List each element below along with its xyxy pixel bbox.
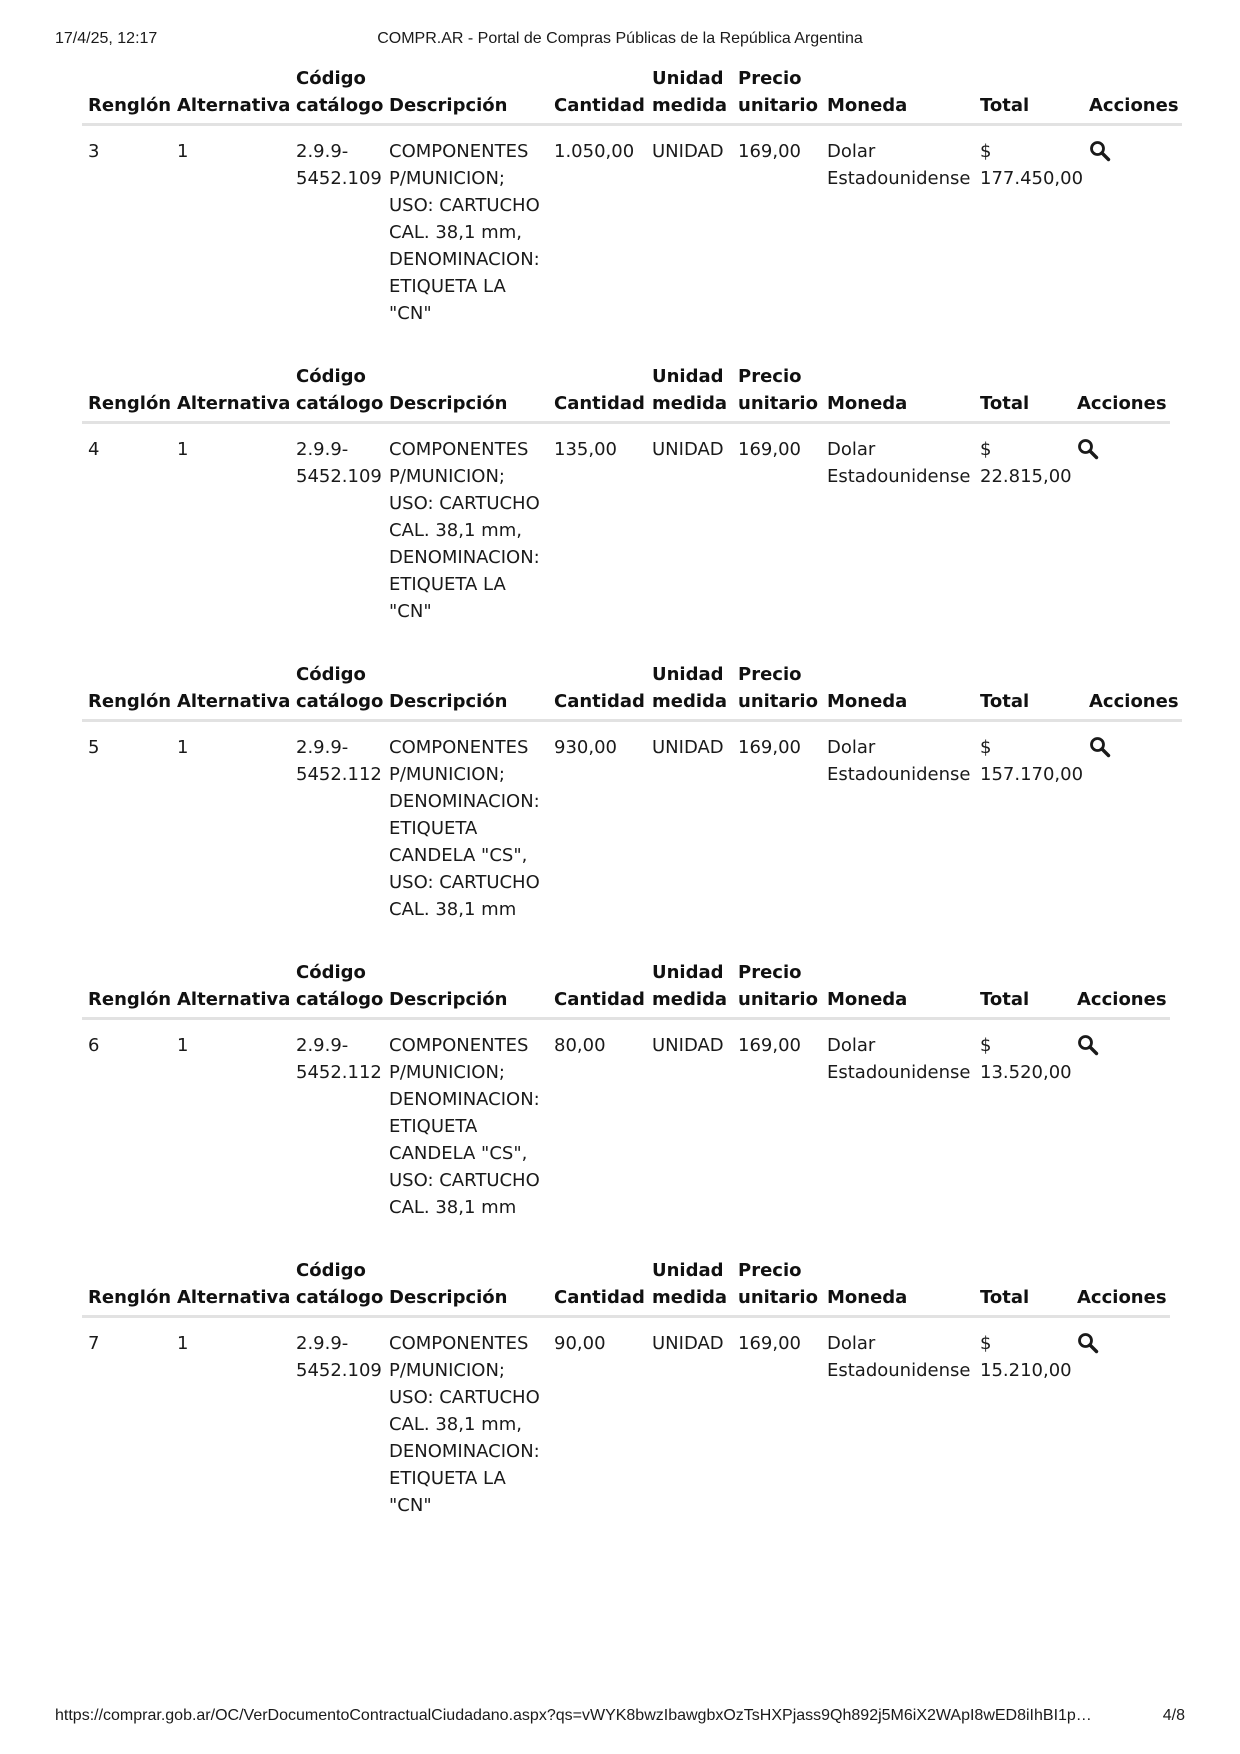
items-table: [82, 65, 1182, 327]
col-acciones: Acciones: [1071, 1257, 1170, 1317]
cell-acciones: [1083, 721, 1182, 924]
col-codigo: Código catálogo: [290, 363, 383, 423]
cell-precio: 169,00: [738, 439, 801, 460]
col-total: Total: [974, 1257, 1071, 1317]
cell-alternativa: 1: [177, 141, 189, 162]
cell-precio: 169,00: [738, 141, 801, 162]
cell-total: $ 22.815,00: [980, 439, 1072, 487]
search-icon[interactable]: [1089, 736, 1111, 758]
cell-moneda: Dolar Estadounidense: [827, 737, 971, 785]
cell-renglon: 6: [88, 1035, 100, 1056]
col-codigo: Código catálogo: [290, 959, 383, 1019]
search-icon[interactable]: [1077, 1034, 1099, 1056]
col-cantidad: Cantidad: [548, 661, 646, 721]
cell-unidad: UNIDAD: [652, 737, 724, 758]
cell-cantidad: 930,00: [554, 737, 617, 758]
print-datetime: 17/4/25, 12:17: [55, 30, 158, 47]
item-block-1: [82, 65, 1182, 327]
search-icon[interactable]: [1089, 140, 1111, 162]
cell-unidad: UNIDAD: [652, 1333, 724, 1354]
cell-cantidad: 135,00: [554, 439, 617, 460]
cell-unidad: UNIDAD: [652, 141, 724, 162]
col-total: Total: [974, 65, 1083, 125]
cell-cantidad: 1.050,00: [554, 141, 635, 162]
items-table: [82, 959, 1170, 1221]
cell-moneda: Dolar Estadounidense: [827, 1035, 971, 1083]
cell-alternativa: 1: [177, 1333, 189, 1354]
items-table: [82, 363, 1170, 625]
cell-alternativa: 1: [177, 737, 189, 758]
col-precio: Precio unitario: [732, 65, 821, 125]
col-moneda: Moneda: [821, 661, 974, 721]
cell-renglon: 4: [88, 439, 100, 460]
col-descripcion: Descripción: [383, 1257, 548, 1317]
col-alternativa: Alternativa: [171, 959, 290, 1019]
col-codigo: Código catálogo: [290, 661, 383, 721]
page-title: COMPR.AR - Portal de Compras Públicas de la República Argentina: [377, 30, 863, 47]
search-icon[interactable]: [1077, 438, 1099, 460]
cell-precio: 169,00: [738, 737, 801, 758]
cell-descripcion: COMPONENTES P/MUNICION; DENOMINACION: ETIQUETA CANDELA "CS", USO: CARTUCHO CAL. 38,1 mm: [389, 1035, 540, 1218]
col-total: Total: [974, 363, 1071, 423]
cell-descripcion: COMPONENTES P/MUNICION; USO: CARTUCHO CAL. 38,1 mm, DENOMINACION: ETIQUETA LA "CN": [389, 439, 540, 622]
table-header-row: [82, 1257, 1170, 1317]
cell-moneda: Dolar Estadounidense: [827, 439, 971, 487]
cell-renglon: 3: [88, 141, 100, 162]
col-alternativa: Alternativa: [171, 1257, 290, 1317]
cell-cantidad: 90,00: [554, 1333, 606, 1354]
col-renglon: Renglón: [82, 363, 171, 423]
table-header-row: [82, 363, 1170, 423]
cell-total: $ 177.450,00: [980, 141, 1084, 189]
col-descripcion: Descripción: [383, 363, 548, 423]
cell-descripcion: COMPONENTES P/MUNICION; USO: CARTUCHO CAL. 38,1 mm, DENOMINACION: ETIQUETA LA "CN": [389, 1333, 540, 1516]
cell-total: $ 13.520,00: [980, 1035, 1072, 1083]
cell-acciones: [1071, 423, 1170, 626]
document-url: https://comprar.gob.ar/OC/VerDocumentoContractualCiudadano.aspx?qs=vWYK8bwzIbawgbxOzTsHXPjass9Qh892j5M6iX2WApI8wED8iIhBI1p…: [55, 1707, 1092, 1724]
cell-precio: 169,00: [738, 1035, 801, 1056]
cell-descripcion: COMPONENTES P/MUNICION; USO: CARTUCHO CAL. 38,1 mm, DENOMINACION: ETIQUETA LA "CN": [389, 141, 540, 324]
cell-codigo: 2.9.9- 5452.112: [296, 1035, 382, 1083]
table-row: [82, 423, 1170, 626]
col-precio: Precio unitario: [732, 363, 821, 423]
search-icon[interactable]: [1077, 1332, 1099, 1354]
col-unidad: Unidad medida: [646, 363, 732, 423]
cell-alternativa: 1: [177, 439, 189, 460]
col-descripcion: Descripción: [383, 65, 548, 125]
table-row: [82, 125, 1182, 328]
col-cantidad: Cantidad: [548, 363, 646, 423]
col-acciones: Acciones: [1071, 959, 1170, 1019]
cell-codigo: 2.9.9- 5452.109: [296, 439, 382, 487]
col-acciones: Acciones: [1083, 65, 1182, 125]
cell-renglon: 5: [88, 737, 100, 758]
col-total: Total: [974, 661, 1083, 721]
cell-acciones: [1071, 1019, 1170, 1222]
col-moneda: Moneda: [821, 959, 974, 1019]
col-renglon: Renglón: [82, 65, 171, 125]
table-header-row: [82, 661, 1182, 721]
cell-total: $ 157.170,00: [980, 737, 1084, 785]
col-precio: Precio unitario: [732, 1257, 821, 1317]
item-block-2: [82, 363, 1170, 625]
table-row: [82, 1317, 1170, 1520]
col-precio: Precio unitario: [732, 959, 821, 1019]
cell-precio: 169,00: [738, 1333, 801, 1354]
col-cantidad: Cantidad: [548, 65, 646, 125]
col-alternativa: Alternativa: [171, 661, 290, 721]
print-header: [55, 30, 1185, 52]
col-renglon: Renglón: [82, 1257, 171, 1317]
col-renglon: Renglón: [82, 661, 171, 721]
item-block-3: [82, 661, 1182, 923]
table-header-row: [82, 959, 1170, 1019]
col-unidad: Unidad medida: [646, 661, 732, 721]
col-codigo: Código catálogo: [290, 1257, 383, 1317]
table-header-row: [82, 65, 1182, 125]
col-unidad: Unidad medida: [646, 1257, 732, 1317]
table-row: [82, 721, 1182, 924]
col-alternativa: Alternativa: [171, 363, 290, 423]
cell-renglon: 7: [88, 1333, 100, 1354]
item-block-5: [82, 1257, 1170, 1519]
items-table: [82, 661, 1182, 923]
col-codigo: Código catálogo: [290, 65, 383, 125]
cell-descripcion: COMPONENTES P/MUNICION; DENOMINACION: ETIQUETA CANDELA "CS", USO: CARTUCHO CAL. 38,1 mm: [389, 737, 540, 920]
cell-codigo: 2.9.9- 5452.112: [296, 737, 382, 785]
cell-codigo: 2.9.9- 5452.109: [296, 141, 382, 189]
col-acciones: Acciones: [1071, 363, 1170, 423]
cell-alternativa: 1: [177, 1035, 189, 1056]
cell-acciones: [1083, 125, 1182, 328]
col-renglon: Renglón: [82, 959, 171, 1019]
col-moneda: Moneda: [821, 363, 974, 423]
col-moneda: Moneda: [821, 65, 974, 125]
cell-codigo: 2.9.9- 5452.109: [296, 1333, 382, 1381]
items-table: [82, 1257, 1170, 1519]
col-descripcion: Descripción: [383, 661, 548, 721]
cell-unidad: UNIDAD: [652, 439, 724, 460]
cell-acciones: [1071, 1317, 1170, 1520]
cell-moneda: Dolar Estadounidense: [827, 1333, 971, 1381]
col-cantidad: Cantidad: [548, 1257, 646, 1317]
col-precio: Precio unitario: [732, 661, 821, 721]
cell-total: $ 15.210,00: [980, 1333, 1072, 1381]
col-acciones: Acciones: [1083, 661, 1182, 721]
col-cantidad: Cantidad: [548, 959, 646, 1019]
col-moneda: Moneda: [821, 1257, 974, 1317]
col-unidad: Unidad medida: [646, 65, 732, 125]
col-alternativa: Alternativa: [171, 65, 290, 125]
item-block-4: [82, 959, 1170, 1221]
page-number: 4/8: [1162, 1707, 1185, 1724]
cell-moneda: Dolar Estadounidense: [827, 141, 971, 189]
col-unidad: Unidad medida: [646, 959, 732, 1019]
cell-cantidad: 80,00: [554, 1035, 606, 1056]
col-descripcion: Descripción: [383, 959, 548, 1019]
print-footer: [55, 1707, 1185, 1729]
col-total: Total: [974, 959, 1071, 1019]
cell-unidad: UNIDAD: [652, 1035, 724, 1056]
table-row: [82, 1019, 1170, 1222]
